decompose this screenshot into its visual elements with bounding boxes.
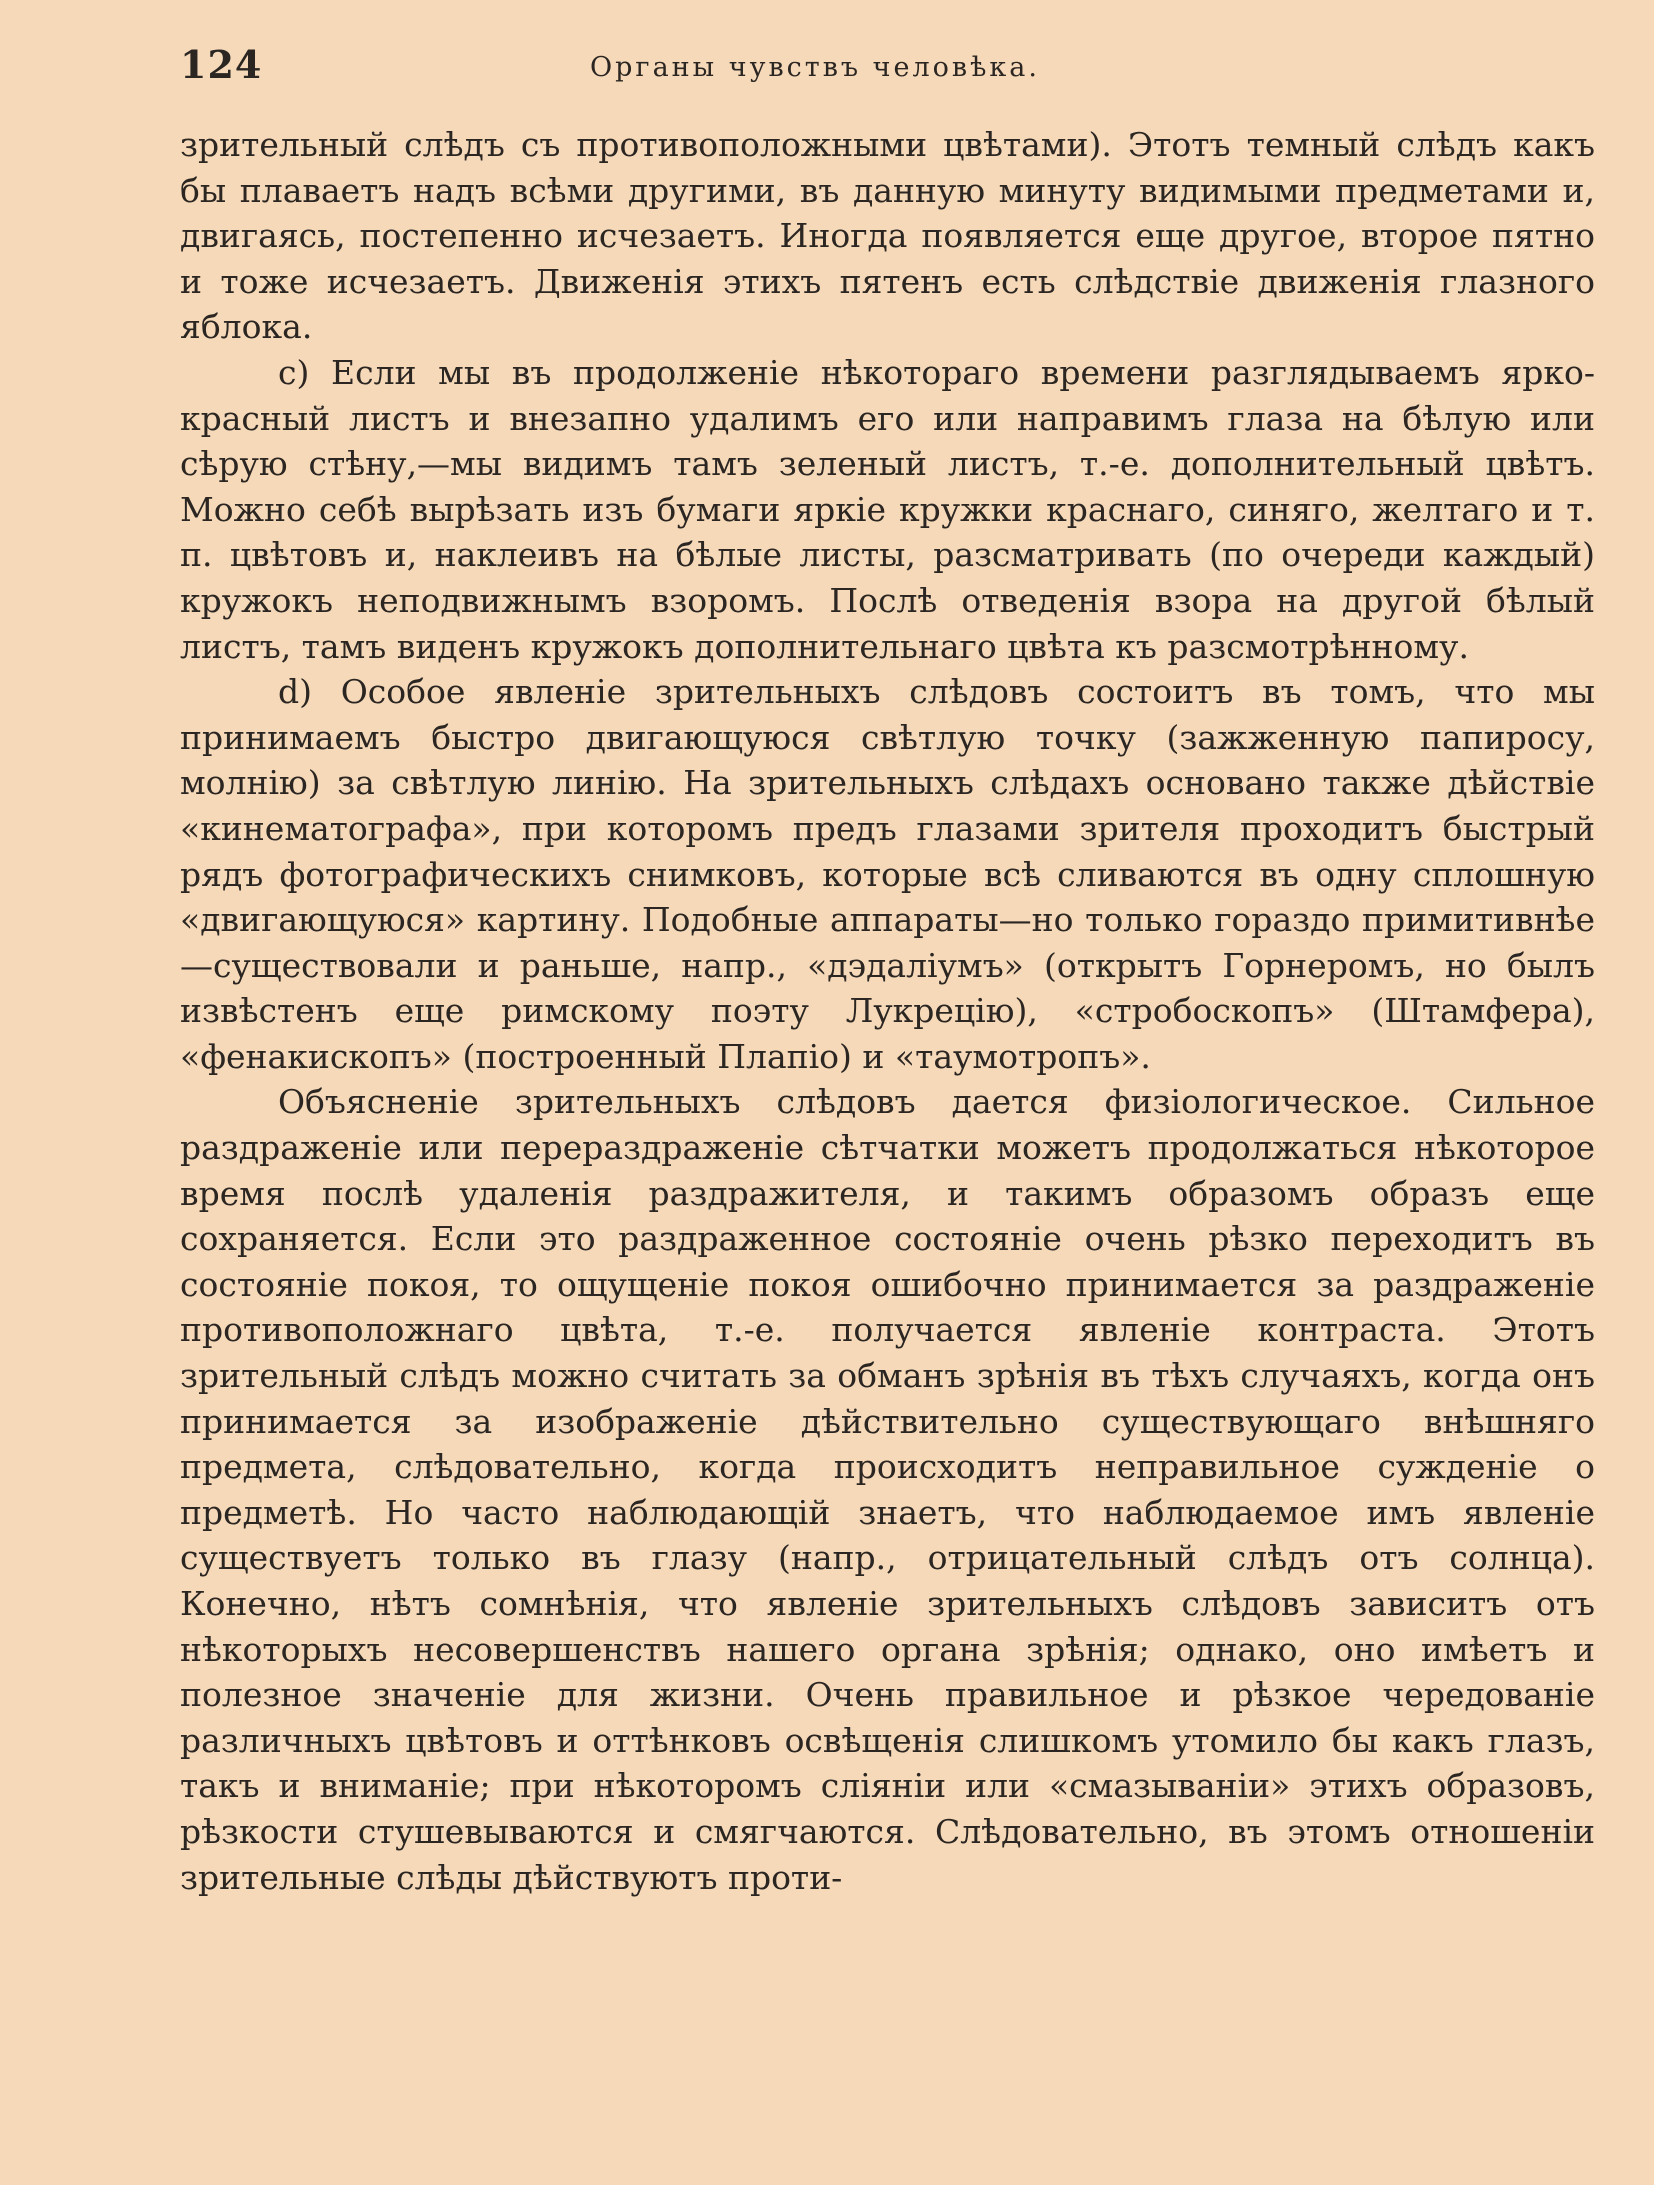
paragraph: c) Если мы въ продолженіе нѣкотораго времени разглядываемъ ярко-красный листъ и внезапно удалимъ его или направимъ глаза на бѣлую или сѣрую стѣну,—мы видимъ тамъ зеленый листъ, т.-е. дополнительный цвѣтъ. Можно себѣ вырѣзать изъ бумаги яркіе кружки краснаго, синяго, желтаго и т. п. цвѣтовъ и, наклеивъ на бѣлые листы, разсматривать (по очереди каждый) кружокъ неподвижнымъ взоромъ. Послѣ отведенія взора на другой бѣлый листъ, тамъ виденъ кружокъ дополнительнаго цвѣта къ разсмотрѣнному. <box>180 352 1595 666</box>
body-text <box>180 122 1595 1900</box>
page-number: 124 <box>180 42 263 87</box>
paragraph: d) Особое явленіе зрительныхъ слѣдовъ состоитъ въ томъ, что мы принимаемъ быстро двигающуюся свѣтлую точку (зажженную папиросу, молнію) за свѣтлую линію. На зрительныхъ слѣдахъ основано также дѣйствіе «кинематографа», при которомъ предъ глазами зрителя проходитъ быстрый рядъ фотографическихъ снимковъ, которые всѣ сливаются въ одну сплошную «двигающуюся» картину. Подобные аппараты—но только гораздо примитивнѣе—существовали и раньше, напр., «дэдаліумъ» (открытъ Горнеромъ, но былъ извѣстенъ еще римскому поэту Лукрецію), «стробоскопъ» (Штамфера), «фенакископъ» (построенный Плапіо) и «таумотропъ». <box>180 672 1595 1076</box>
paragraph: Объясненіе зрительныхъ слѣдовъ дается физіологическое. Сильное раздраженіе или перераздраженіе сѣтчатки можетъ продолжаться нѣкоторое время послѣ удаленія раздражителя, и такимъ образомъ образъ еще сохраняется. Если это раздраженное состояніе очень рѣзко переходитъ въ состояніе покоя, то ощущеніе покоя ошибочно принимается за раздраженіе противоположнаго цвѣта, т.-е. получается явленіе контраста. Этотъ зрительный слѣдъ можно считать за обманъ зрѣнія въ тѣхъ случаяхъ, когда онъ принимается за изображеніе дѣйствительно существующаго внѣшняго предмета, слѣдовательно, когда происходитъ неправильное сужденіе о предметѣ. Но часто наблюдающій знаетъ, что наблюдаемое имъ явленіе существуетъ только въ глазу (напр., отрицательный слѣдъ отъ солнца). Конечно, нѣтъ сомнѣнія, что явленіе зрительныхъ слѣдовъ зависитъ отъ нѣкоторыхъ несовершенствъ нашего органа зрѣнія; однако, оно имѣетъ и полезное значеніе для жизни. Очень правильное и рѣзкое чередованіе различныхъ цвѣтовъ и оттѣнковъ освѣщенія слишкомъ утомило бы какъ глазъ, такъ и вниманіе; при нѣкоторомъ сліяніи или «смазываніи» этихъ образовъ, рѣзкости стушевываются и смягчаются. Слѣдовательно, въ этомъ отношеніи зрительные слѣды дѣйствуютъ проти- <box>180 1082 1595 1897</box>
paragraph: зрительный слѣдъ съ противоположными цвѣтами). Этотъ темный слѣдъ какъ бы плаваетъ надъ всѣми другими, въ данную минуту видимыми предметами и, двигаясь, постепенно исчезаетъ. Иногда появляется еще другое, второе пятно и тоже исчезаетъ. Движенія этихъ пятенъ есть слѣдствіе движенія глазного яблока. <box>180 125 1595 347</box>
running-title: Органы чувствъ человѣка. <box>590 52 1040 83</box>
running-head <box>180 42 1600 102</box>
